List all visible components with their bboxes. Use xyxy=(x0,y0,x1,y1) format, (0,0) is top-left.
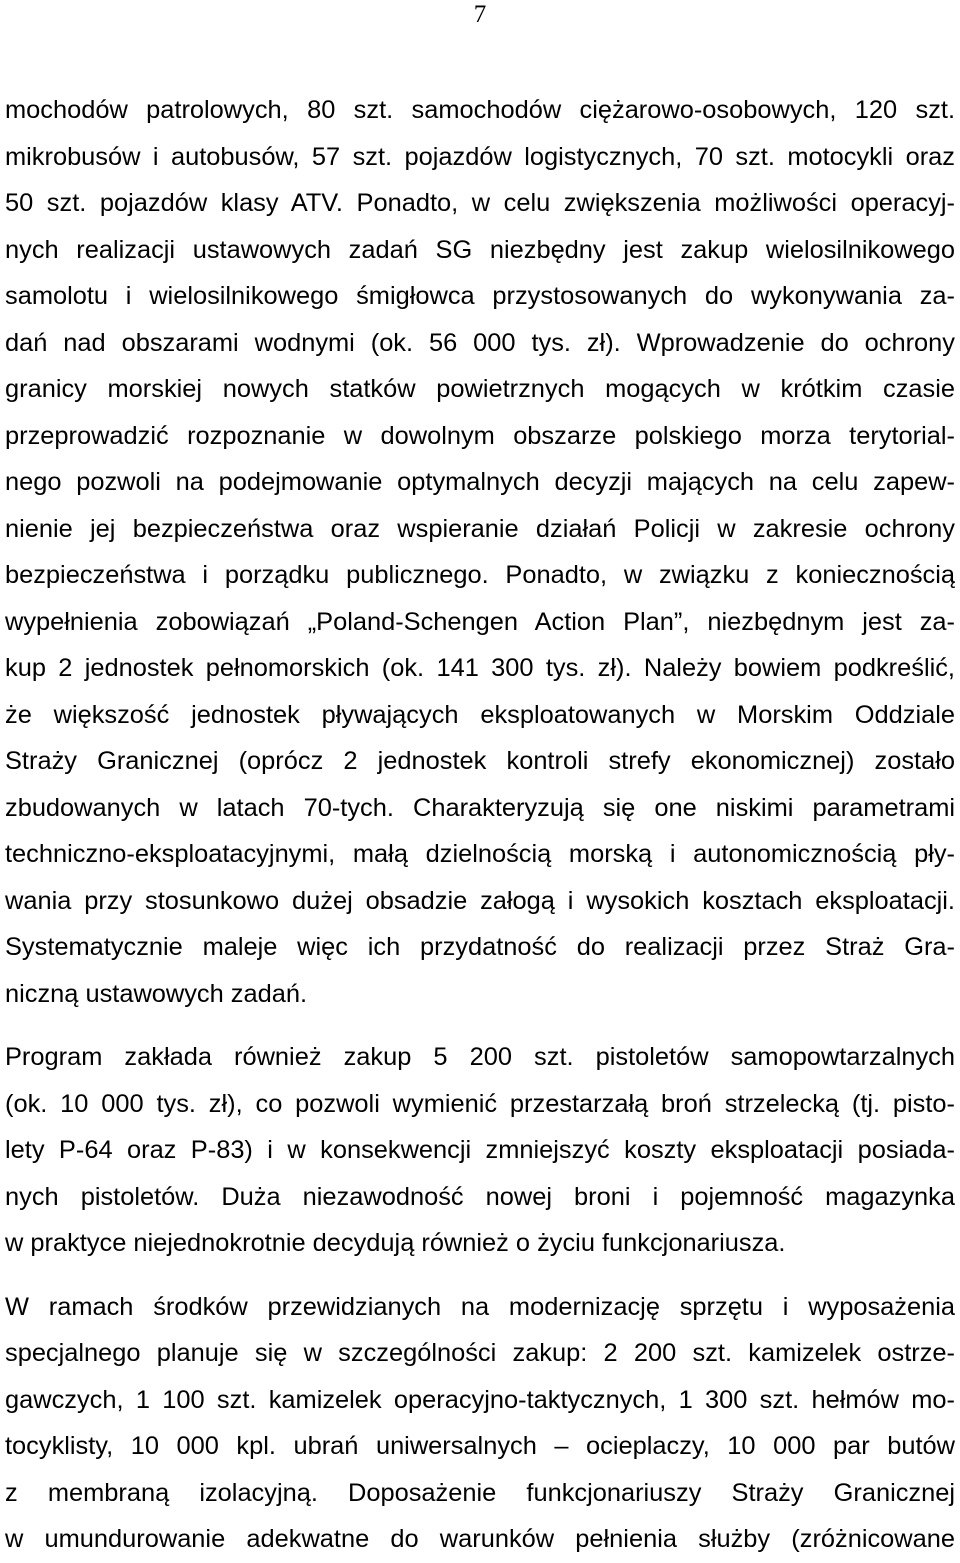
text-line: 50 szt. pojazdów klasy ATV. Ponadto, w celu zwiększenia możliwości operacyj- xyxy=(5,189,955,217)
text-line: zbudowanych w latach 70-tych. Charakteryzują się one niskimi parametrami xyxy=(5,793,955,822)
text-line: kup 2 jednostek pełnomorskich (ok. 141 300 tys. zł). Należy bowiem podkreślić, xyxy=(5,654,955,682)
text-line: techniczno-eksploatacyjnymi, małą dzielnością morską i autonomicznością pły- xyxy=(5,840,955,868)
paragraph-equipment xyxy=(5,1284,955,1563)
page-number: 7 xyxy=(473,1,487,28)
text-line: niczną ustawowych zadań. xyxy=(5,979,308,1008)
text-line: bezpieczeństwa i porządku publicznego. Ponadto, w związku z koniecznością xyxy=(5,561,955,589)
text-line: w praktyce niejednokrotnie decydują również o życiu funkcjonariusza. xyxy=(5,1229,786,1257)
text-line: dań nad obszarami wodnymi (ok. 56 000 tys. zł). Wprowadzenie do ochrony xyxy=(5,328,955,357)
text-line: wania przy stosunkowo dużej obsadzie załogą i wysokich kosztach eksploatacji. xyxy=(5,886,955,915)
text-line: nych pistoletów. Duża niezawodność nowej broni i pojemność magazynka xyxy=(5,1182,955,1211)
text-line: samolotu i wielosilnikowego śmigłowca przystosowanych do wykonywania za- xyxy=(5,282,955,310)
text-line: gawczych, 1 100 szt. kamizelek operacyjno-taktycznych, 1 300 szt. hełmów mo- xyxy=(5,1385,955,1414)
text-line: Systematycznie maleje więc ich przydatność do realizacji przez Straż Gra- xyxy=(5,933,955,961)
text-line: (ok. 10 000 tys. zł), co pozwoli wymienić przestarzałą broń strzelecką (tj. pisto- xyxy=(5,1089,955,1118)
paragraph-vehicles-aircraft-vessels xyxy=(5,87,955,1017)
text-line: granicy morskiej nowych statków powietrznych mogących w krótkim czasie xyxy=(5,375,955,403)
text-line: w umundurowanie adekwatne do warunków pełnienia służby (zróżnicowane xyxy=(5,1525,955,1553)
text-line: specjalnego planuje się w szczególności zakup: 2 200 szt. kamizelek ostrze- xyxy=(5,1339,955,1367)
document-body xyxy=(5,87,955,1563)
text-line: nienie jej bezpieczeństwa oraz wspieranie działań Policji w zakresie ochrony xyxy=(5,514,955,543)
text-line: mikrobusów i autobusów, 57 szt. pojazdów logistycznych, 70 szt. motocykli oraz xyxy=(5,142,955,171)
text-line: nego pozwoli na podejmowanie optymalnych decyzji mających na celu zapew- xyxy=(5,468,955,496)
text-line: lety P-64 oraz P-83) i w konsekwencji zmniejszyć koszty eksploatacji posiada- xyxy=(5,1136,955,1164)
text-line: Program zakłada również zakup 5 200 szt. pistoletów samopowtarzalnych xyxy=(5,1043,955,1071)
text-line: tocyklisty, 10 000 kpl. ubrań uniwersalnych – ocieplaczy, 10 000 par butów xyxy=(5,1432,955,1460)
text-line: że większość jednostek pływających eksploatowanych w Morskim Oddziale xyxy=(5,700,955,729)
text-line: przeprowadzić rozpoznanie w dowolnym obszarze polskiego morza terytorial- xyxy=(5,421,955,450)
text-line: nych realizacji ustawowych zadań SG niezbędny jest zakup wielosilnikowego xyxy=(5,235,955,264)
text-line: wypełnienia zobowiązań „Poland-Schengen Action Plan”, niezbędnym jest za- xyxy=(5,607,955,636)
text-line: mochodów patrolowych, 80 szt. samochodów ciężarowo-osobowych, 120 szt. xyxy=(5,96,955,124)
text-line: z membraną izolacyjną. Doposażenie funkcjonariuszy Straży Granicznej xyxy=(5,1478,955,1507)
text-line: W ramach środków przewidzianych na modernizację sprzętu i wyposażenia xyxy=(5,1292,955,1321)
text-line: Straży Granicznej (oprócz 2 jednostek kontroli strefy ekonomicznej) zostało xyxy=(5,747,955,775)
paragraph-pistols xyxy=(5,1034,955,1267)
